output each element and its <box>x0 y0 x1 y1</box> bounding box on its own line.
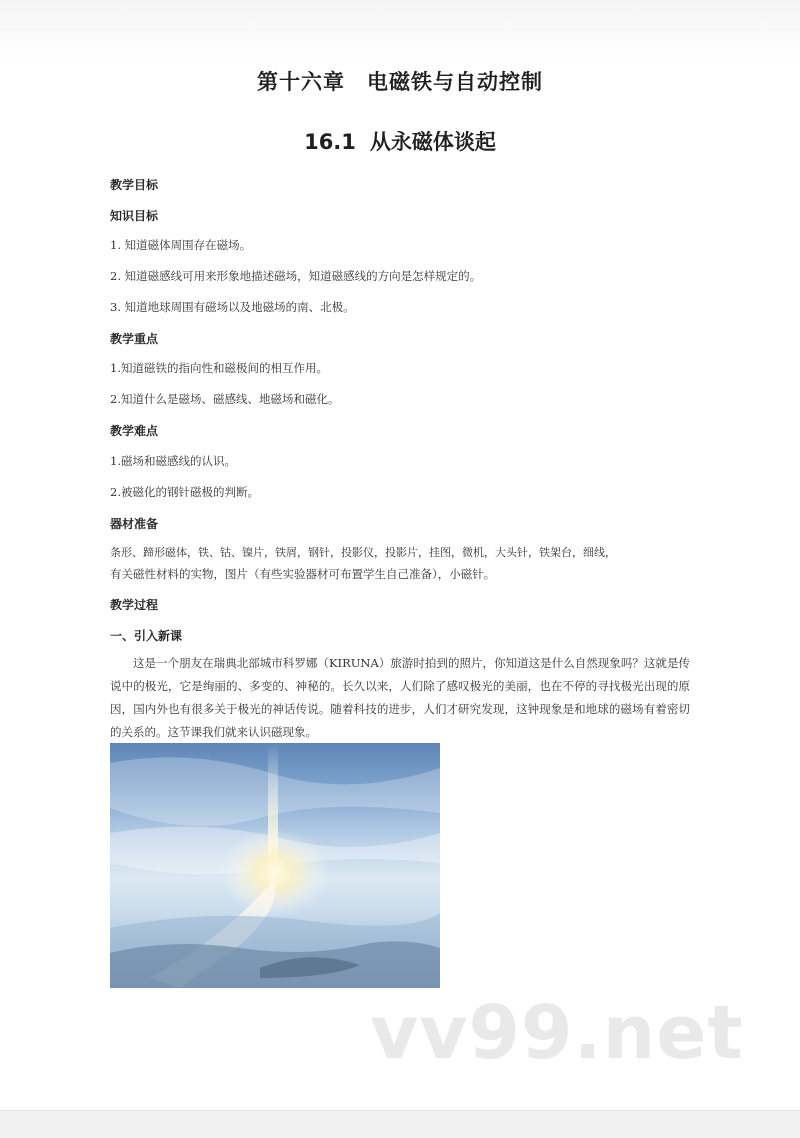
heading-materials: 器材准备 <box>110 517 159 531</box>
page-top-shade <box>0 0 800 62</box>
key-point-item: 2.知道什么是磁场、磁感线、地磁场和磁化。 <box>110 392 340 406</box>
key-point-item: 1.知道磁铁的指向性和磁极间的相互作用。 <box>110 361 328 375</box>
heading-intro: 一、引入新课 <box>110 629 183 643</box>
heading-difficulties: 教学难点 <box>110 424 159 438</box>
aurora-photo <box>110 743 440 988</box>
watermark: vv99.net <box>370 990 744 1076</box>
chapter-title <box>0 66 800 96</box>
heading-knowledge-goals: 知识目标 <box>110 209 159 223</box>
knowledge-item: 1. 知道磁体周围存在磁场。 <box>110 238 252 252</box>
materials-line: 条形、蹄形磁体，铁、钴、镍片，铁屑，钢针，投影仪，投影片，挂图，微机，大头针，铁架台，细线， <box>110 546 616 559</box>
aurora-illustration <box>110 743 440 988</box>
heading-teaching-process: 教学过程 <box>110 598 159 612</box>
section-name: 从永磁体谈起 <box>369 130 496 154</box>
section-number: 16.1 <box>304 130 356 154</box>
chapter-name: 电磁铁与自动控制 <box>367 70 543 94</box>
difficulty-item: 2.被磁化的钢针磁极的判断。 <box>110 485 259 499</box>
knowledge-item: 3. 知道地球周围有磁场以及地磁场的南、北极。 <box>110 300 355 314</box>
heading-teaching-goals: 教学目标 <box>110 178 159 192</box>
knowledge-item: 2. 知道磁感线可用来形象地描述磁场，知道磁感线的方向是怎样规定的。 <box>110 269 482 283</box>
difficulty-item: 1.磁场和磁感线的认识。 <box>110 454 236 468</box>
section-title <box>0 126 800 156</box>
chapter-number: 第十六章 <box>257 70 345 94</box>
materials-line: 有关磁性材料的实物，图片（有些实验器材可布置学生自己准备），小磁针。 <box>110 567 496 581</box>
page-bottom-bar <box>0 1110 800 1138</box>
intro-paragraph: 这是一个朋友在瑞典北部城市科罗娜（KIRUNA）旅游时拍到的照片，你知道这是什么自然现象吗？这就是传说中的极光，它是绚丽的、多变的、神秘的。长久以来，人们除了感叹极光的美丽，也在不停的寻找极光出现的原因，国内外也有很多关于极光的神话传说。随着科技的进步，人们才研究发现，这钟现象是和地球的磁场有着密切的关系的。这节课我们就来认识磁现象。 <box>110 656 690 739</box>
heading-key-points: 教学重点 <box>110 332 159 346</box>
